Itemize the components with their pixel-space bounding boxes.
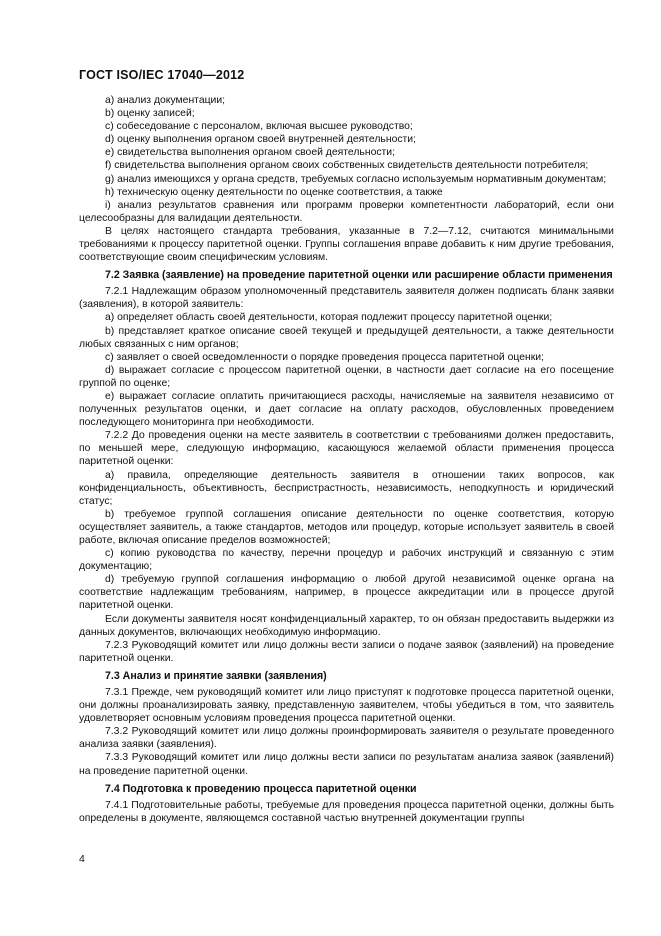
list-item-c: c) копию руководства по качеству, перечни процедур и рабочих инструкций и связанную с этим документацию; <box>79 548 614 573</box>
list-item-d: d) требуемую группой соглашения информацию о любой другой независимой оценке органа на соответствие надлежащим требованиям, например, в процессе аккредитации или в процессе другой паритетной оценки. <box>79 574 614 612</box>
paragraph-7-3-3: 7.3.3 Руководящий комитет или лицо должны вести записи по результатам анализа заявок (заявлений) на проведение паритетной оценки. <box>79 752 614 777</box>
section-heading-7-4: 7.4 Подготовка к проведению процесса паритетной оценки <box>105 782 417 795</box>
paragraph-7-2-3: 7.2.3 Руководящий комитет или лицо должны вести записи о подаче заявок (заявлений) на проведение паритетной оценки. <box>79 639 614 664</box>
list-item-i: i) анализ результатов сравнения или программ проверки компетентности лабораторий, если они целесообразны для валидации деятельности. <box>79 199 614 224</box>
paragraph-7-4-1: 7.4.1 Подготовительные работы, требуемые для проведения процесса паритетной оценки, должны быть определены в документе, являющемся составной частью внутренней документации группы <box>79 799 614 824</box>
document-header: ГОСТ ISO/IEC 17040—2012 <box>79 68 245 82</box>
paragraph: Если документы заявителя носят конфиденциальный характер, то он обязан предоставить выдержки из данных документов, включающих необходимую информацию. <box>79 613 614 638</box>
list-item-d: d) оценку выполнения органом своей внутренней деятельности; <box>105 134 416 146</box>
list-item-c: c) собеседование с персоналом, включая высшее руководство; <box>105 121 413 133</box>
list-item-g: g) анализ имеющихся у органа средств, требуемых согласно используемым нормативным документам; <box>105 173 607 185</box>
list-item-e: e) свидетельства выполнения органом своей деятельности; <box>105 147 395 159</box>
list-item-a: a) анализ документации; <box>105 95 226 106</box>
page-number: 4 <box>79 853 85 865</box>
list-item-b: b) представляет краткое описание своей текущей и предыдущей деятельности, а также деятельности любых связанных с ним органов; <box>79 325 614 350</box>
list-item-f: f) свидетельства выполнения органом своих собственных свидетельств деятельности потребителя; <box>105 160 589 172</box>
list-item-e: e) выражает согласие оплатить причитающиеся расходы, начисляемые на заявителя независимо от полученных результатов оценки, и дает согласие на оплату расходов, обусловленных проведением последующего мониторинга при необходимости. <box>79 390 614 429</box>
list-item-d: d) выражает согласие с процессом паритетной оценки, в частности дает согласие на его посещение группой по оценке; <box>79 364 614 389</box>
list-item-h: h) техническую оценку деятельности по оценке соответствия, а также <box>105 186 443 198</box>
paragraph-7-3-1: 7.3.1 Прежде, чем руководящий комитет или лицо приступят к подготовке процесса паритетной оценки, они должны проанализировать заявку, представленную заявителем, чтобы убедиться в том, что заявитель удовлетворяет основным условиям проведения процесса паритетной оценки. <box>79 686 614 725</box>
list-item-b: b) оценку записей; <box>105 108 195 120</box>
list-item-c: c) заявляет о своей осведомленности о порядке проведения процесса паритетной оценки; <box>105 351 544 363</box>
paragraph-7-2-1: 7.2.1 Надлежащим образом уполномоченный представитель заявителя должен подписать бланк заявки (заявления), в которой заявитель: <box>79 286 614 311</box>
section-heading-7-3: 7.3 Анализ и принятие заявки (заявления) <box>105 669 327 682</box>
document-body <box>79 94 614 825</box>
paragraph-7-3-2: 7.3.2 Руководящий комитет или лицо должны проинформировать заявителя о результате проведенного анализа заявки (заявления). <box>79 726 614 751</box>
list-item-a: a) определяет область своей деятельности, которая подлежит процессу паритетной оценки; <box>105 312 553 324</box>
paragraph-7-2-2: 7.2.2 До проведения оценки на месте заявитель в соответствии с требованиями должен предоставить, по меньшей мере, следующую информацию, касающуюся желаемой области применения процесса паритетной оценки: <box>79 430 614 468</box>
list-item-a: a) правила, определяющие деятельность заявителя в отношении таких вопросов, как конфиденциальность, объективность, беспристрастность, независимость, неподкупность и юридический статус; <box>79 469 614 507</box>
section-heading-7-2: 7.2 Заявка (заявление) на проведение паритетной оценки или расширение области применения <box>105 269 613 282</box>
paragraph: В целях настоящего стандарта требования, указанные в 7.2—7.12, считаются минимальными требованиями к процессу паритетной оценки. Группы соглашения вправе добавить к ним другие требования, соответствующие своим специфическим условиям. <box>79 225 614 264</box>
list-item-b: b) требуемое группой соглашения описание деятельности по оценке соответствия, которую осуществляет заявитель, а также стандартов, методов или процедур, которые использует заявитель в своей работе, включая описание пределов возможностей; <box>79 508 614 546</box>
